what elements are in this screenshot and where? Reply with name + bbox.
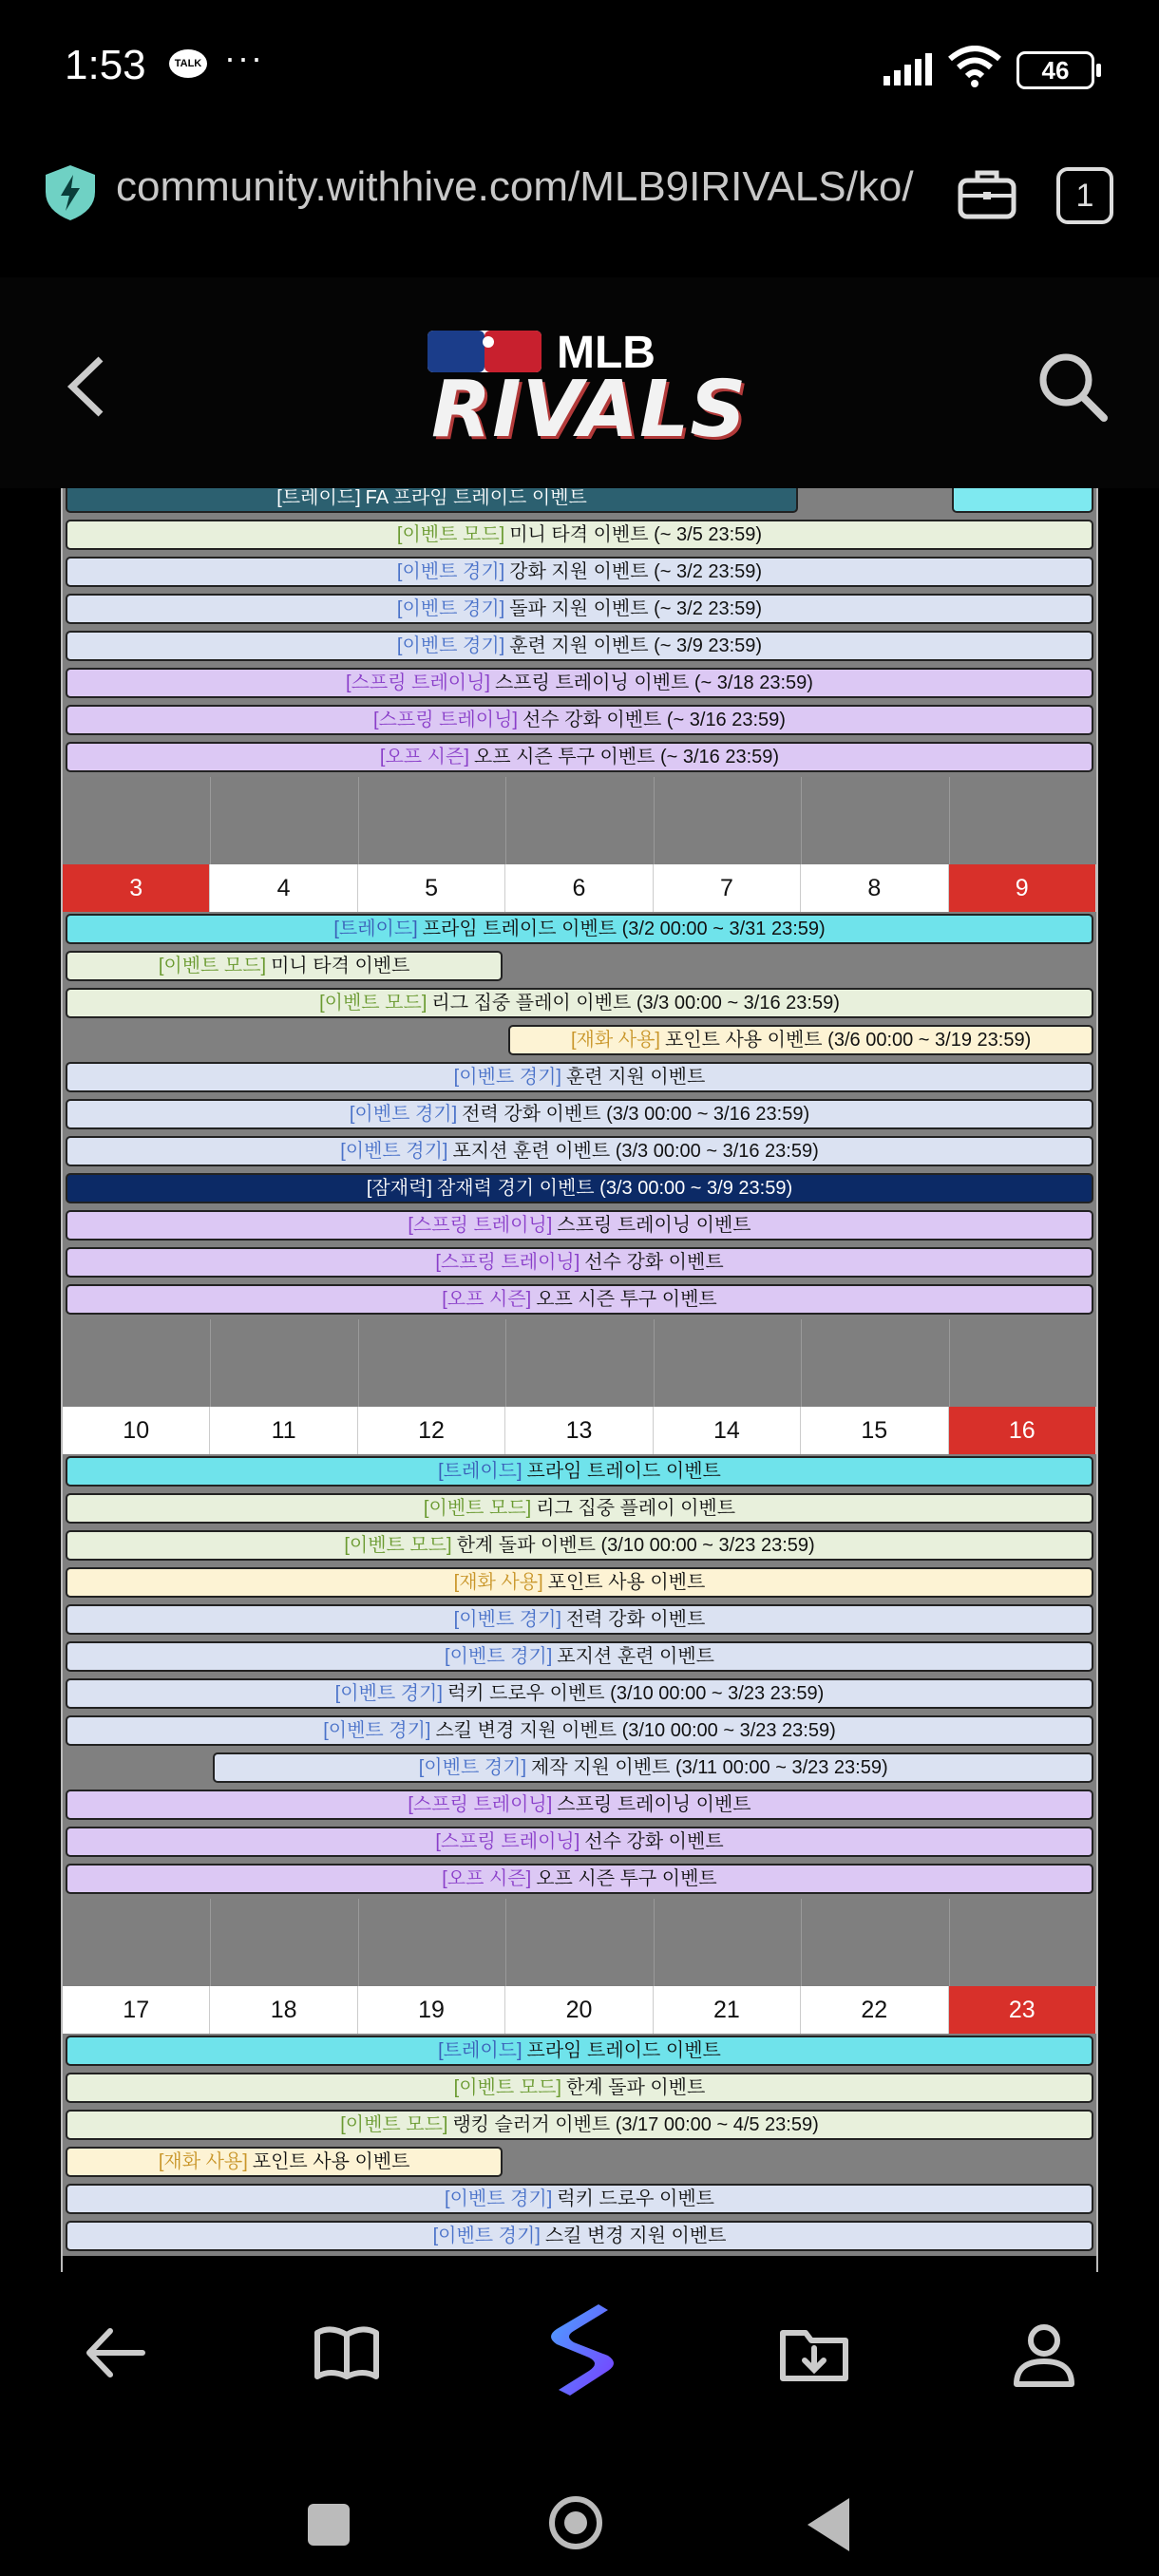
more-notifications-icon: ··· [224,38,264,77]
event-category-tag: [이벤트 경기] [445,1646,553,1667]
event-category-tag: [트레이드] [276,488,361,508]
event-title: 한계 돌파 이벤트 (3/10 00:00 ~ 3/23 23:59) [456,1535,815,1556]
event-row [63,703,1096,740]
event-title: 돌파 지원 이벤트 (~ 3/2 23:59) [509,598,763,619]
event-title: 스킬 변경 지원 이벤트 [544,2226,727,2246]
day-number[interactable]: 10 [63,1407,210,1454]
event-category-tag: [이벤트 경기] [340,1141,448,1162]
day-number[interactable]: 6 [505,864,653,912]
system-navigation [0,2434,1159,2576]
day-number[interactable]: 19 [358,1986,505,2034]
back-chevron-icon[interactable] [63,353,110,420]
day-number[interactable]: 16 [949,1407,1096,1454]
event-title: 프라임 트레이드 이벤트 [526,2040,721,2061]
event-category-tag: [트레이드] [438,1461,522,1482]
event-bar[interactable] [66,2073,1093,2103]
profile-icon[interactable] [1001,2310,1087,2396]
event-bar[interactable] [66,1641,1093,1672]
event-row [63,986,1096,1023]
event-row [63,1023,1096,1060]
event-title: 스킬 변경 지원 이벤트 (3/10 00:00 ~ 3/23 23:59) [435,1720,836,1741]
event-title: 오프 시즌 투구 이벤트 [536,1289,717,1310]
day-number[interactable]: 21 [654,1986,801,2034]
event-row [63,949,1096,986]
event-row [63,1097,1096,1134]
calendar-week [63,1986,1096,2256]
day-number[interactable]: 8 [801,864,948,912]
event-calendar [63,488,1096,2256]
day-number[interactable]: 5 [358,864,505,912]
event-category-tag: [이벤트 경기] [349,1104,458,1125]
event-bar[interactable] [213,1752,1093,1783]
calendar-week [63,864,1096,1407]
briefcase-icon[interactable] [958,167,1016,220]
event-category-tag: [오프 시즌] [379,747,469,767]
event-row [63,1208,1096,1245]
event-category-tag: [재화 사용] [158,2151,248,2172]
event-title: 포인트 사용 이벤트 [252,2151,410,2172]
event-bar[interactable] [66,1604,1093,1635]
day-number[interactable]: 7 [654,864,801,912]
system-back-icon[interactable] [808,2498,849,2551]
event-row [63,2071,1096,2108]
event-row [63,2182,1096,2219]
event-category-tag: [잠재력] [366,1178,432,1199]
event-row [63,740,1096,777]
event-row [63,1751,1096,1788]
event-category-tag: [스프링 트레이닝] [435,1831,580,1852]
day-number[interactable]: 11 [210,1407,357,1454]
event-title: 미니 타격 이벤트 (~ 3/5 23:59) [509,524,763,545]
signal-icon [884,53,937,85]
week-day-row [63,1407,1096,1454]
event-row [63,2145,1096,2182]
event-row [63,1491,1096,1528]
event-bar[interactable] [66,1136,1093,1166]
talk-notification-icon: TALK [169,49,207,78]
event-category-tag: [트레이드] [333,919,418,939]
event-bar[interactable] [66,988,1093,1018]
event-title: 럭키 드로우 이벤트 (3/10 00:00 ~ 3/23 23:59) [446,1683,825,1704]
event-category-tag: [이벤트 경기] [418,1757,527,1778]
event-title: 선수 강화 이벤트 [584,1831,724,1852]
event-bar[interactable] [508,1025,1093,1055]
event-bar[interactable] [66,2036,1093,2066]
event-bar[interactable] [66,2184,1093,2214]
event-bar[interactable] [66,1099,1093,1129]
event-category-tag: [이벤트 경기] [396,635,505,656]
event-title: 미니 타격 이벤트 [271,956,410,976]
event-row [63,518,1096,555]
event-title: 오프 시즌 투구 이벤트 [536,1868,717,1889]
event-category-tag: [트레이드] [438,2040,522,2061]
event-row [63,488,1096,518]
event-title: 프라임 트레이드 이벤트 (3/2 00:00 ~ 3/31 23:59) [422,919,826,939]
status-bar [0,0,1159,133]
event-title: FA 프라임 트레이드 이벤트 [365,488,587,508]
event-title: 포지션 훈련 이벤트 [557,1646,714,1667]
day-number[interactable]: 20 [505,1986,653,2034]
event-bar[interactable] [66,668,1093,698]
event-category-tag: [이벤트 경기] [432,2226,541,2246]
event-row [63,1565,1096,1602]
event-calendar-viewport[interactable] [0,488,1159,2272]
event-row [63,666,1096,703]
day-number[interactable]: 17 [63,1986,210,2034]
event-category-tag: [이벤트 모드] [453,2077,561,2098]
event-bar[interactable] [66,1827,1093,1857]
event-category-tag: [스프링 트레이닝] [346,672,490,693]
event-bar[interactable] [66,488,798,513]
event-category-tag: [이벤트 경기] [396,561,505,582]
event-category-tag: [스프링 트레이닝] [435,1252,580,1273]
tab-count-icon[interactable]: 1 [1056,167,1113,224]
event-category-tag: [이벤트 모드] [344,1535,452,1556]
week-day-row [63,1986,1096,2034]
event-category-tag: [이벤트 모드] [396,524,505,545]
event-row [63,1134,1096,1171]
event-row [63,1602,1096,1639]
event-row [63,1528,1096,1565]
event-title: 오프 시즌 투구 이벤트 (~ 3/16 23:59) [473,747,780,767]
event-bar[interactable] [66,1493,1093,1524]
app-logo-icon[interactable] [532,2297,627,2401]
event-title: 잠재력 경기 이벤트 (3/3 00:00 ~ 3/9 23:59) [436,1178,793,1199]
event-bar[interactable] [66,914,1093,944]
event-title: 선수 강화 이벤트 [584,1252,724,1273]
event-bar[interactable] [66,2221,1093,2251]
event-row [63,1714,1096,1751]
event-row [63,1825,1096,1862]
event-title: 전력 강화 이벤트 (3/3 00:00 ~ 3/16 23:59) [462,1104,810,1125]
day-number[interactable]: 14 [654,1407,801,1454]
event-title: 선수 강화 이벤트 (~ 3/16 23:59) [522,710,786,730]
logo-mlb-text: MLB [557,328,656,378]
event-category-tag: [이벤트 경기] [445,2188,553,2209]
event-bar[interactable] [66,705,1093,735]
download-folder-icon[interactable] [771,2310,857,2396]
event-title: 포인트 사용 이벤트 (3/6 00:00 ~ 3/19 23:59) [664,1030,1032,1051]
site-header [0,277,1159,488]
day-number[interactable]: 9 [949,864,1096,912]
day-number[interactable]: 3 [63,864,210,912]
event-title: 스프링 트레이닝 이벤트 [557,1215,751,1236]
browser-url-bar[interactable] [0,142,1159,275]
url-text[interactable]: community.withhive.com/MLB9IRIVALS/ko/ [116,163,914,210]
event-category-tag: [이벤트 모드] [319,993,428,1013]
event-category-tag: [오프 시즌] [442,1868,532,1889]
week-spacer [63,1899,1096,1986]
event-bar[interactable] [66,594,1093,624]
event-title: 스프링 트레이닝 이벤트 (~ 3/18 23:59) [494,672,813,693]
event-row [63,592,1096,629]
event-bar[interactable] [66,2110,1093,2140]
event-row [63,1245,1096,1282]
event-bar[interactable] [66,1173,1093,1203]
day-number[interactable]: 18 [210,1986,357,2034]
event-title: 스프링 트레이닝 이벤트 [557,1794,751,1815]
event-bar[interactable] [66,1864,1093,1894]
mlb-rivals-logo[interactable] [428,327,750,455]
event-row [63,1862,1096,1899]
event-title: 훈련 지원 이벤트 (~ 3/9 23:59) [509,635,763,656]
event-row [63,912,1096,949]
event-category-tag: [이벤트 경기] [453,1067,561,1088]
event-title: 제작 지원 이벤트 (3/11 00:00 ~ 3/23 23:59) [531,1757,888,1778]
event-bar[interactable] [66,1790,1093,1820]
event-bar[interactable] [66,1715,1093,1746]
event-bar[interactable] [66,1284,1093,1315]
event-bar[interactable] [66,631,1093,661]
event-category-tag: [스프링 트레이닝] [408,1215,553,1236]
event-bar[interactable] [66,1567,1093,1598]
week-day-row [63,864,1096,912]
status-time: 1:53 [65,42,146,88]
week-spacer [63,1319,1096,1407]
event-bar-continuation[interactable] [952,488,1093,513]
calendar-week [63,488,1096,864]
event-row [63,2034,1096,2071]
event-row [63,1788,1096,1825]
event-category-tag: [스프링 트레이닝] [408,1794,553,1815]
event-row [63,1171,1096,1208]
event-bar[interactable] [66,520,1093,550]
event-bar[interactable] [66,1062,1093,1092]
day-number[interactable]: 23 [949,1986,1096,2034]
event-row [63,1676,1096,1714]
event-category-tag: [재화 사용] [571,1030,660,1051]
event-row [63,2108,1096,2145]
event-bar[interactable] [66,557,1093,587]
day-number[interactable]: 15 [801,1407,948,1454]
event-category-tag: [스프링 트레이닝] [373,710,518,730]
day-number[interactable]: 22 [801,1986,948,2034]
shield-bolt-icon[interactable] [42,163,99,222]
calendar-week [63,1407,1096,1986]
day-number[interactable]: 12 [358,1407,505,1454]
event-bar[interactable] [66,1530,1093,1561]
event-row [63,555,1096,592]
event-bar[interactable] [66,2147,503,2177]
event-category-tag: [재화 사용] [453,1572,543,1593]
event-bar[interactable] [66,1678,1093,1709]
event-row [63,2219,1096,2256]
event-row [63,1454,1096,1491]
book-icon[interactable] [304,2310,390,2396]
event-category-tag: [이벤트 경기] [334,1683,443,1704]
event-title: 리그 집중 플레이 이벤트 [536,1498,736,1519]
event-row [63,1639,1096,1676]
event-bar[interactable] [66,1247,1093,1278]
day-number[interactable]: 4 [210,864,357,912]
home-icon[interactable] [549,2496,602,2549]
battery-indicator: 46 [1016,51,1094,89]
event-category-tag: [이벤트 모드] [340,2114,448,2135]
event-row [63,1282,1096,1319]
event-category-tag: [이벤트 경기] [323,1720,431,1741]
event-category-tag: [오프 시즌] [442,1289,532,1310]
back-arrow-icon[interactable] [72,2310,158,2396]
day-number[interactable]: 13 [505,1407,653,1454]
logo-rivals-text: RIVALS [431,365,748,455]
event-title: 리그 집중 플레이 이벤트 (3/3 00:00 ~ 3/16 23:59) [431,993,840,1013]
event-row [63,1060,1096,1097]
event-category-tag: [이벤트 경기] [396,598,505,619]
week-spacer [63,777,1096,864]
recent-apps-icon[interactable] [308,2504,350,2546]
event-title: 럭키 드로우 이벤트 [557,2188,714,2209]
event-bar[interactable] [66,742,1093,772]
event-title: 포지션 훈련 이벤트 (3/3 00:00 ~ 3/16 23:59) [452,1141,819,1162]
event-bar[interactable] [66,1456,1093,1487]
event-title: 한계 돌파 이벤트 [565,2077,706,2098]
event-row [63,629,1096,666]
event-title: 포인트 사용 이벤트 [547,1572,706,1593]
event-category-tag: [이벤트 경기] [453,1609,561,1630]
event-title: 전력 강화 이벤트 [565,1609,706,1630]
event-category-tag: [이벤트 모드] [158,956,267,976]
event-title: 랭킹 슬러거 이벤트 (3/17 00:00 ~ 4/5 23:59) [452,2114,819,2135]
event-bar[interactable] [66,1210,1093,1241]
event-category-tag: [이벤트 모드] [423,1498,532,1519]
event-title: 프라임 트레이드 이벤트 [526,1461,721,1482]
wifi-icon [948,46,1001,87]
search-icon[interactable] [1034,348,1110,424]
event-title: 강화 지원 이벤트 (~ 3/2 23:59) [509,561,763,582]
bottom-navigation [0,2272,1159,2434]
event-title: 훈련 지원 이벤트 [565,1067,706,1088]
event-bar[interactable] [66,951,503,981]
